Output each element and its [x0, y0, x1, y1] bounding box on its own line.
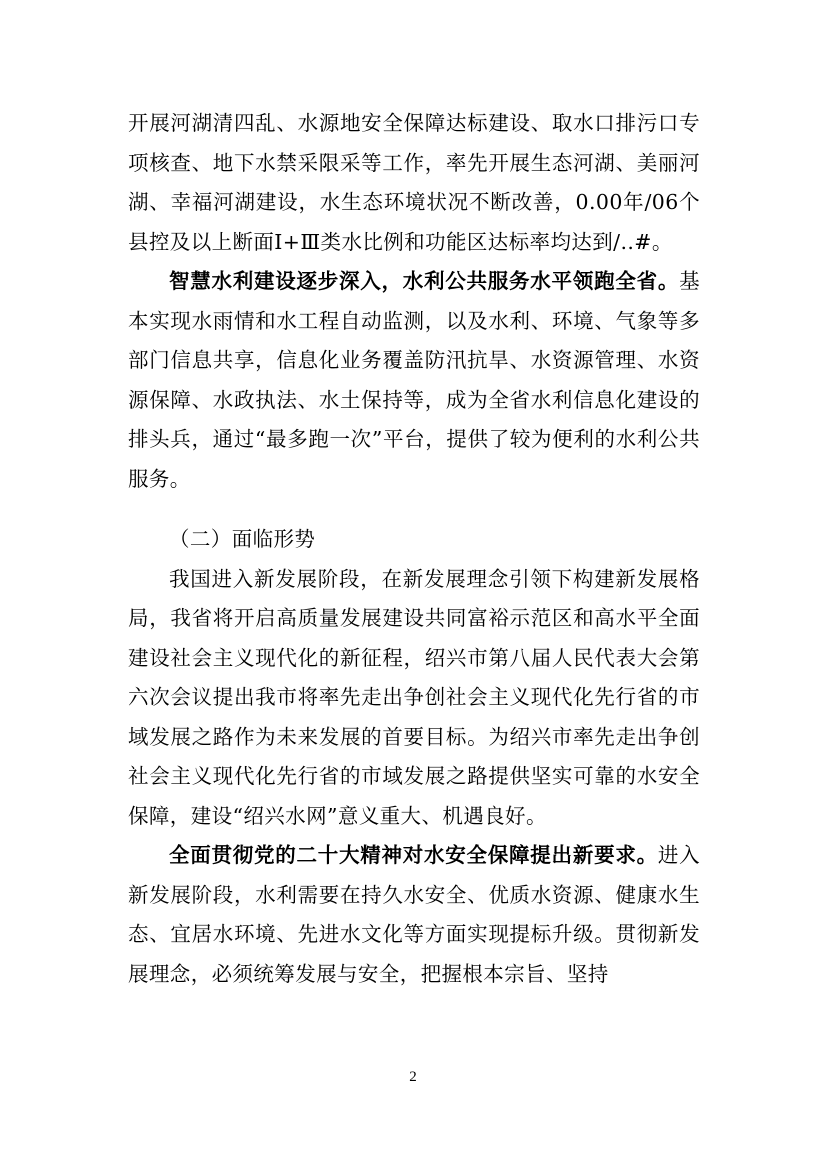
section-heading-text: （二）面临形势 — [169, 527, 316, 551]
page-number: 2 — [409, 1069, 417, 1085]
document-body — [128, 104, 700, 994]
section-heading — [128, 520, 700, 560]
paragraph-party-spirit-lead: 全面贯彻党的二十大精神对水安全保障提出新要求。 — [169, 843, 658, 867]
paragraph-smart-water-body: 基本实现水雨情和水工程自动监测，以及水利、环境、气象等多部门信息共享，信息化业务覆盖防汛抗旱、水资源管理、水资源保障、水政执法、水土保持等，成为全省水利信息化建设的排头兵，通过“最多跑一次”平台，提供了较为便利的水利公共服务。 — [128, 269, 700, 491]
paragraph-smart-water — [128, 262, 700, 499]
paragraph-smart-water-lead: 智慧水利建设逐步深入，水利公共服务水平领跑全省。 — [169, 269, 680, 293]
paragraph-party-spirit — [128, 836, 700, 994]
paragraph-new-stage — [128, 560, 700, 837]
paragraph-party-spirit-body: 进入新发展阶段，水利需要在持久水安全、优质水资源、健康水生态、宜居水环境、先进水文化等方面实现提标升级。贯彻新发展理念，必须统筹发展与安全，把握根本宗旨、坚持 — [128, 843, 700, 986]
paragraph-water-ecology — [128, 104, 700, 262]
paragraph-water-ecology-text: 开展河湖清四乱、水源地安全保障达标建设、取水口排污口专项核查、地下水禁采限采等工作，率先开展生态河湖、美丽河湖、幸福河湖建设，水生态环境状况不断改善，0.00年/06个县控及以上断面Ⅰ+Ⅲ类水比例和功能区达标率均达到/..#。 — [128, 111, 700, 254]
paragraph-new-stage-text: 我国进入新发展阶段，在新发展理念引领下构建新发展格局，我省将开启高质量发展建设共同富裕示范区和高水平全面建设社会主义现代化的新征程，绍兴市第八届人民代表大会第六次会议提出我市将率先走出争创社会主义现代化先行省的市域发展之路作为未来发展的首要目标。为绍兴市率先走出争创社会主义现代化先行省的市域发展之路提供坚实可靠的水安全保障，建设“绍兴水网”意义重大、机遇良好。 — [128, 566, 700, 828]
